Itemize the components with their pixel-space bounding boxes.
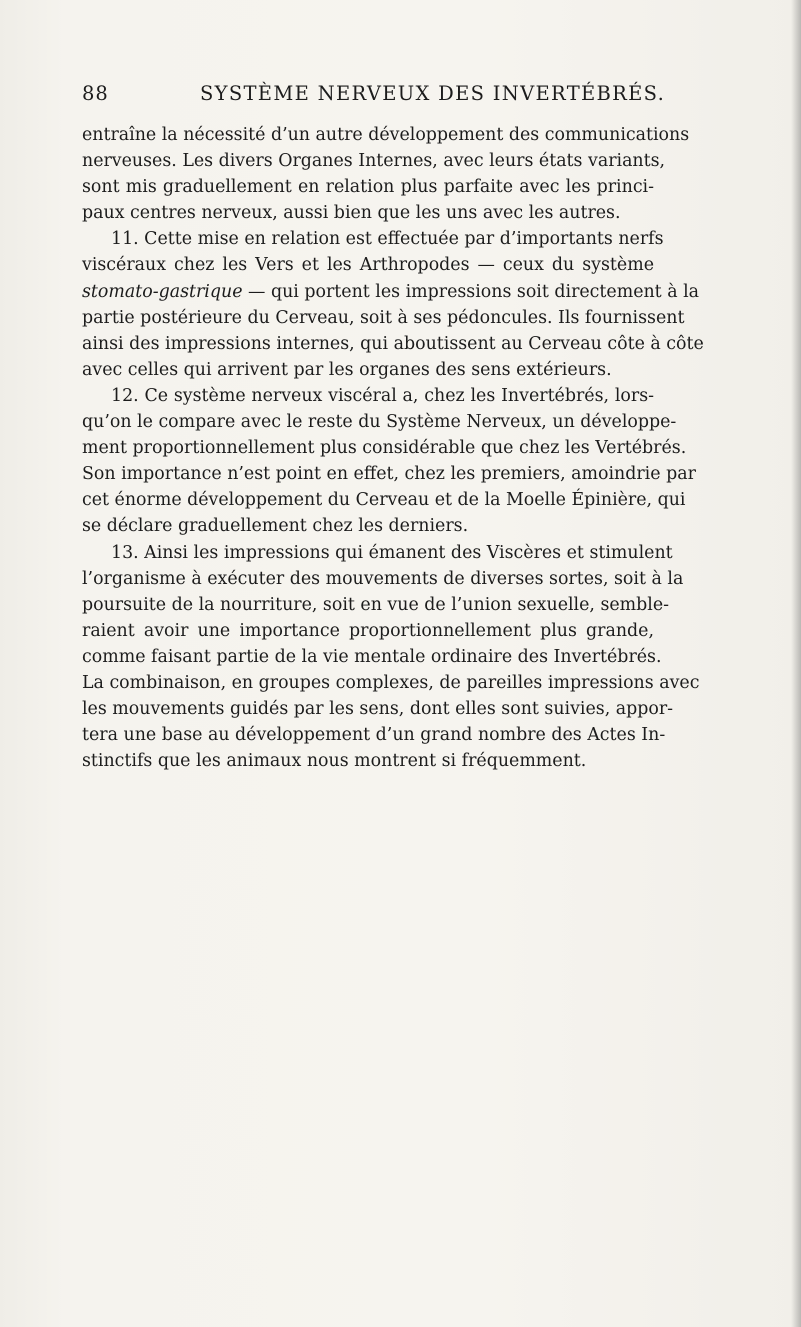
text-line: cet énorme développement du Cerveau et de la Moelle Épinière, qui <box>82 490 686 511</box>
text-line: entraîne la nécessité d’un autre développement des communications <box>82 125 690 145</box>
text-line: paux centres nerveux, aussi bien que les uns avec les autres. <box>82 203 621 224</box>
text-line: sont mis graduellement en relation plus parfaite avec les princi- <box>82 177 654 198</box>
paragraph-13-start: 13. Ainsi les impressions qui émanent des Viscères et stimulent <box>111 542 673 563</box>
paragraph-12-start: 12. Ce système nerveux viscéral a, chez les Invertébrés, lors- <box>111 385 654 406</box>
text-line: les mouvements guidés par les sens, dont elles sont suivies, appor- <box>82 699 674 720</box>
text-line: La combinaison, en groupes complexes, de pareilles impressions avec <box>82 672 700 693</box>
body-text <box>82 122 704 774</box>
text-segment: — qui portent les impressions soit directement à la <box>242 281 700 302</box>
text-line: ment proportionnellement plus considérable que chez les Vertébrés. <box>82 438 687 459</box>
paragraph-11-start: 11. Cette mise en relation est effectuée par d’importants nerfs <box>111 229 664 250</box>
text-line <box>82 279 700 305</box>
text-line: comme faisant partie de la vie mentale ordinaire des Invertébrés. <box>82 646 662 667</box>
text-line: tera une base au développement d’un grand nombre des Actes In- <box>82 725 666 746</box>
text-line: ainsi des impressions internes, qui aboutissent au Cerveau côte à côte <box>82 333 704 354</box>
text-line: avec celles qui arrivent par les organes des sens extérieurs. <box>82 359 612 380</box>
text-line: raient avoir une importance proportionnellement plus grande, <box>82 620 654 641</box>
page-number: 88 <box>82 82 109 105</box>
text-line: poursuite de la nourriture, soit en vue de l’union sexuelle, semble- <box>82 594 670 615</box>
text-line: l’organisme à exécuter des mouvements de diverses sortes, soit à la <box>82 568 684 589</box>
page-edge-shadow <box>791 0 801 1327</box>
text-line: stinctifs que les animaux nous montrent si fréquemment. <box>82 751 587 772</box>
text-line: qu’on le compare avec le reste du Système Nerveux, un développe- <box>82 412 677 433</box>
text-line: viscéraux chez les Vers et les Arthropodes — ceux du système <box>82 255 654 276</box>
text-line: nerveuses. Les divers Organes Internes, avec leurs états variants, <box>82 151 666 172</box>
text-line: Son importance n’est point en effet, chez les premiers, amoindrie par <box>82 464 696 485</box>
text-line: partie postérieure du Cerveau, soit à ses pédoncules. Ils fournissent <box>82 307 685 328</box>
running-title: SYSTÈME NERVEUX DES INVERTÉBRÉS. <box>200 82 666 105</box>
italic-term: stomato-gastrique <box>82 281 243 302</box>
text-line: se déclare graduellement chez les derniers. <box>82 516 469 537</box>
